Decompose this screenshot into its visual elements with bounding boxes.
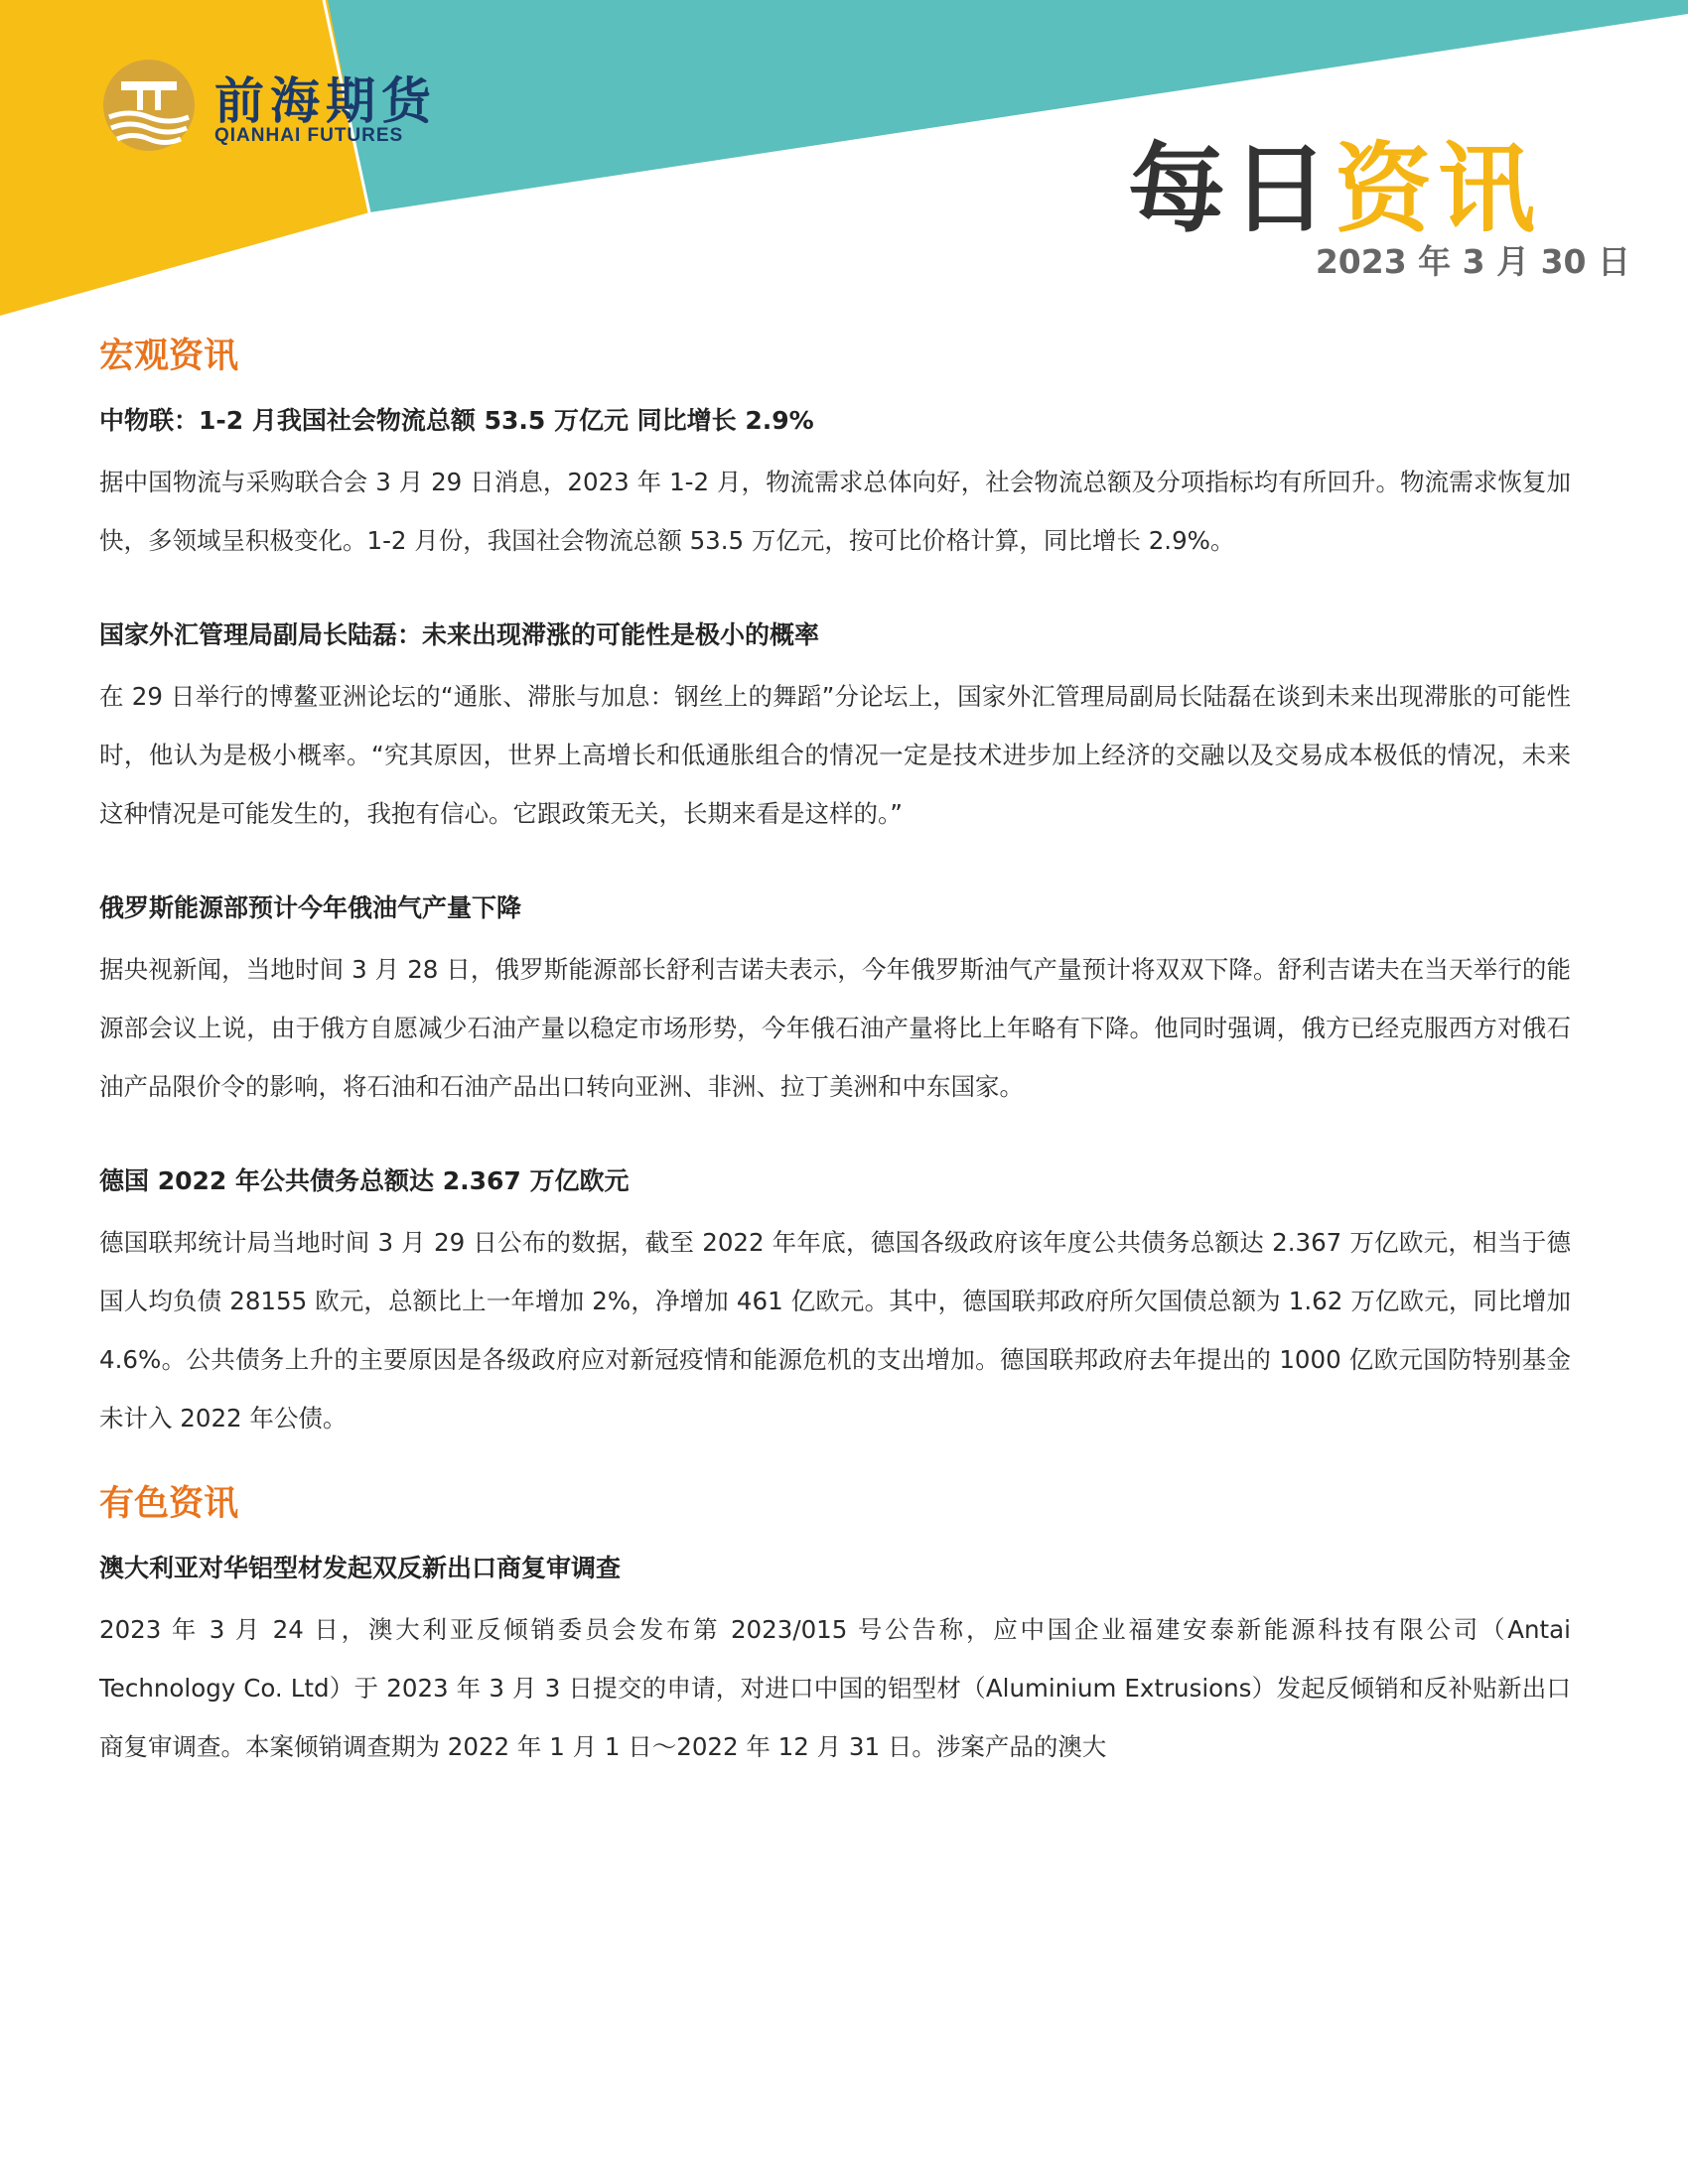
- article: [99, 1549, 1571, 1776]
- page-title: [1128, 111, 1541, 251]
- article-body: 在 29 日举行的博鳌亚洲论坛的“通胀、滞胀与加息：钢丝上的舞蹈”分论坛上，国家外汇管理局副局长陆磊在谈到未来出现滞胀的可能性时，他认为是极小概率。“究其原因，世界上高增长和低通胀组合的情况一定是技术进步加上经济的交融以及交易成本极低的情况，未来这种情况是可能发生的，我抱有信心。它跟政策无关，长期来看是这样的。”: [99, 682, 1571, 828]
- article: [99, 1161, 1571, 1447]
- article-title: 俄罗斯能源部预计今年俄油气产量下降: [99, 893, 522, 922]
- section-title: 有色资讯: [99, 1484, 239, 1524]
- section-macro: [99, 330, 1571, 1447]
- report-date: 2023 年 3 月 30 日: [1315, 242, 1630, 281]
- document-body: [99, 330, 1571, 1822]
- article-body: 据央视新闻，当地时间 3 月 28 日，俄罗斯能源部长舒利吉诺夫表示，今年俄罗斯油气产量预计将双双下降。舒利吉诺夫在当天举行的能源部会议上说，由于俄方自愿减少石油产量以稳定市场形势，今年俄石油产量将比上年略有下降。他同时强调，俄方已经克服西方对俄石油产品限价令的影响，将石油和石油产品出口转向亚洲、非洲、拉丁美洲和中东国家。: [99, 955, 1571, 1101]
- article-title: 德国 2022 年公共债务总额达 2.367 万亿欧元: [99, 1166, 630, 1195]
- logo-chinese-name: 前海期货: [214, 71, 437, 130]
- article: [99, 401, 1571, 570]
- article-title: 澳大利亚对华铝型材发起双反新出口商复审调查: [99, 1554, 622, 1582]
- article: [99, 888, 1571, 1116]
- article-body: 2023 年 3 月 24 日，澳大利亚反倾销委员会发布第 2023/015 号公告称，应中国企业福建安泰新能源科技有限公司（Antai Technology Co. Ltd）于 2023 年 3 月 3 日提交的申请，对进口中国的铝型材（Aluminium Extrusions）发起反倾销和反补贴新出口商复审调查。本案倾销调查期为 2022 年 1 月 1 日～2022 年 12 月 31 日。涉案产品的澳大: [99, 1615, 1571, 1761]
- section-nonferrous: [99, 1477, 1571, 1776]
- article-body: 据中国物流与采购联合会 3 月 29 日消息，2023 年 1-2 月，物流需求总体向好，社会物流总额及分项指标均有所回升。物流需求恢复加快，多领域呈积极变化。1-2 月份，我国社会物流总额 53.5 万亿元，按可比价格计算，同比增长 2.9%。: [99, 468, 1571, 555]
- article: [99, 615, 1571, 843]
- title-part-news: 资讯: [1334, 133, 1541, 246]
- section-title: 宏观资讯: [99, 337, 239, 376]
- article-title: 国家外汇管理局副局长陆磊：未来出现滞涨的可能性是极小的概率: [99, 620, 820, 649]
- banner-yellow-band: [0, 0, 369, 316]
- logo-emblem-icon: [97, 58, 201, 157]
- article-body: 德国联邦统计局当地时间 3 月 29 日公布的数据，截至 2022 年年底，德国各级政府该年度公共债务总额达 2.367 万亿欧元，相当于德国人均负债 28155 欧元，总额比上一年增加 2%，净增加 461 亿欧元。其中，德国联邦政府所欠国债总额为 1.62 万亿欧元，同比增加 4.6%。公共债务上升的主要原因是各级政府应对新冠疫情和能源危机的支出增加。德国联邦政府去年提出的 1000 亿欧元国防特别基金未计入 2022 年公债。: [99, 1228, 1571, 1433]
- title-part-daily: 每日: [1127, 133, 1335, 246]
- logo-english-name: QIANHAI FUTURES: [214, 125, 404, 146]
- company-logo: [97, 58, 455, 157]
- article-title: 中物联：1-2 月我国社会物流总额 53.5 万亿元 同比增长 2.9%: [99, 406, 814, 435]
